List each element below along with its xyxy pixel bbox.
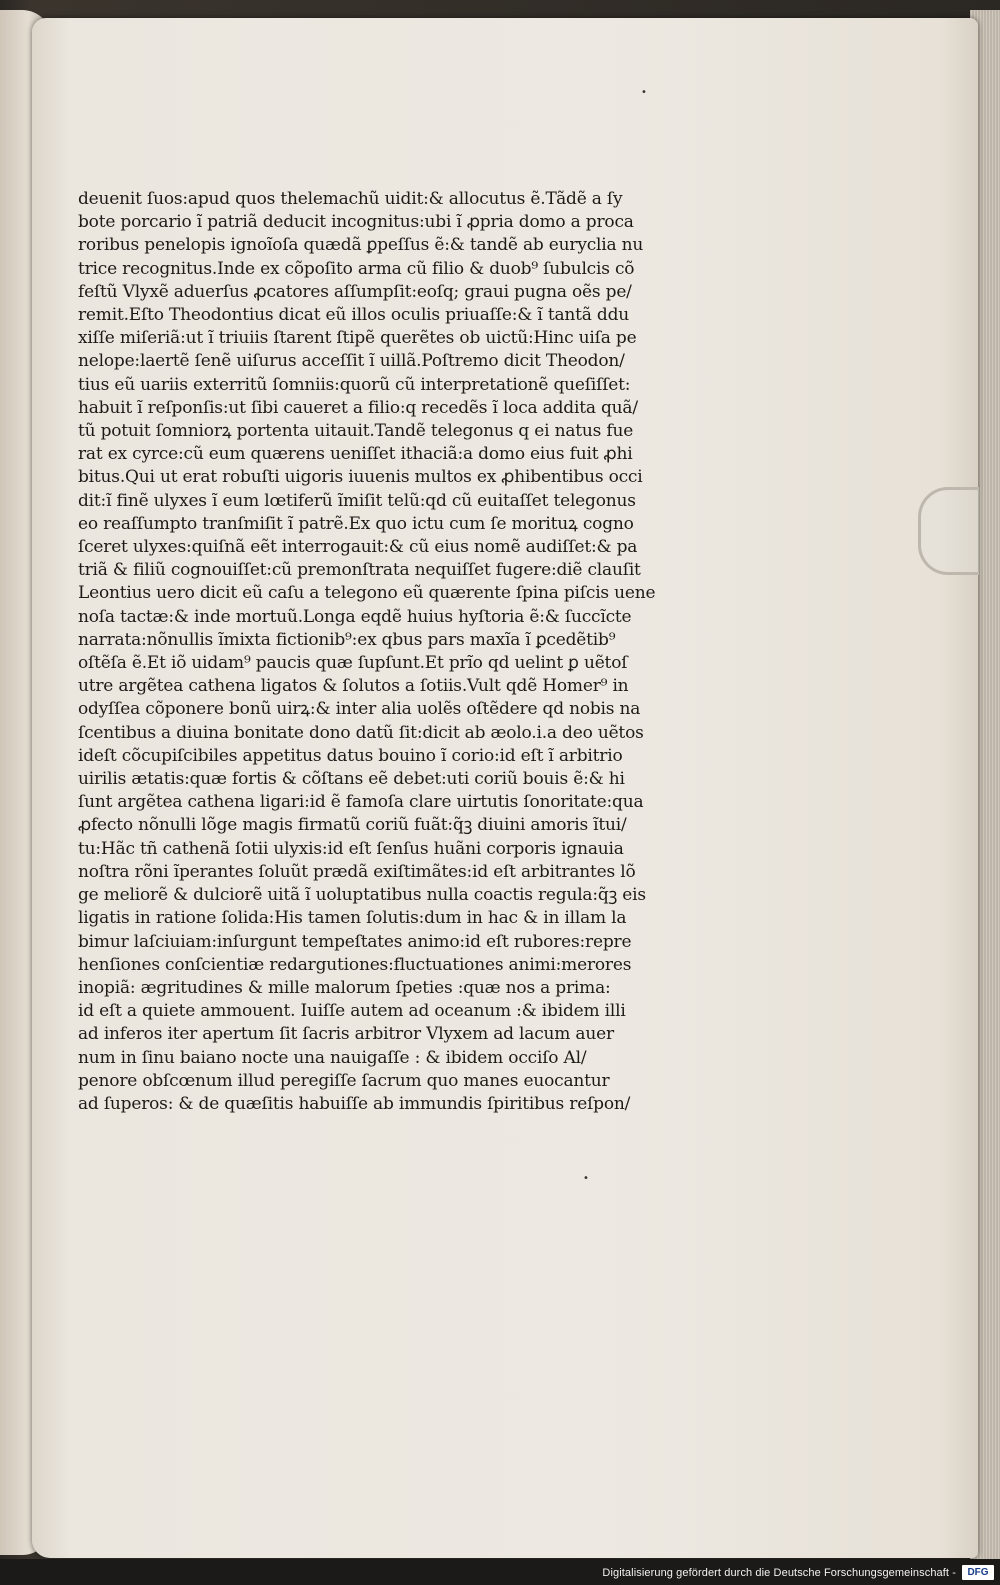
text-line: xiſſe miſeriã:ut ĩ triuiis ſtarent ſtipẽ querẽtes ob uictũ:Hinc uiſa pe	[78, 328, 637, 349]
text-line: ligatis in ratione ſolida:His tamen ſolutis:dum in hac & in illam la	[78, 908, 627, 929]
text-line: ad inferos iter apertum ſit ſacris arbitror Vlyxem ad lacum auer	[78, 1024, 614, 1045]
text-line: ideſt cõcupiſcibiles appetitus datus bouino ĩ corio:id eſt ĩ arbitrio	[78, 745, 623, 766]
text-line: dit:ĩ finẽ ulyxes ĩ eum lœtiferũ ĩmiſit telũ:qd cũ euitaſſet telegonus	[78, 490, 636, 511]
text-line: utre argẽtea cathena ligatos & ſolutos a ſotiis.Vult qdẽ Homer⁹ in	[78, 676, 629, 697]
text-line: feſtũ Vlyxẽ aduerſus ꝓcatores aſſumpſit:eoſq; graui pugna oẽs pe/	[78, 281, 632, 302]
text-line: noſa tactæ:& inde mortuũ.Longa eqdẽ huius hyſtoria ẽ:& ſuccĩcte	[78, 606, 632, 627]
text-line: eo reaſſumpto tranſmiſit ĩ patrẽ.Ex quo ictu cum ſe morituꝝ cogno	[78, 513, 634, 534]
text-line: bote porcario ĩ patriã deducit incognitus:ubi ĩ ꝓpria domo a proca	[78, 212, 634, 233]
text-line: noſtra rõni ĩperantes ſoluũt prædã exiſtimãtes:id eſt arbitrantes lõ	[78, 861, 636, 882]
text-line: habuit ĩ reſponſis:ut ſibi caueret a filio:q recedẽs ĩ loca addita quã/	[78, 397, 638, 418]
text-line: oſtẽſa ẽ.Et iõ uidam⁹ paucis quæ ſupſunt.Et prĩo qd uelint ꝑ uẽtoſ	[78, 653, 628, 674]
text-line: num in ſinu baiano nocte una nauigaſſe : & ibidem occiſo Al/	[78, 1047, 587, 1068]
page-text	[78, 188, 663, 1116]
text-line: tu:Hãc tñ cathenã ſotii ulyxis:id eſt ſenſus huãni corporis ignauia	[78, 838, 624, 859]
text-line: tũ potuit ſomniorꝝ portenta uitauit.Tandẽ telegonus q ei natus fue	[78, 421, 634, 442]
text-line: odyſſea cõponere bonũ uirꝝ:& inter alia uolẽs oſtẽdere qd nobis na	[78, 699, 641, 720]
text-line: tius eũ uariis exterritũ ſomniis:quorũ cũ interpretationẽ queſiſſet:	[78, 374, 631, 395]
text-line: bimur laſciuiam:inſurgunt tempeſtates animo:id eſt rubores:repre	[78, 931, 632, 952]
text-line: inopiã: ægritudines & mille malorum ſpeties :quæ nos a prima:	[78, 977, 611, 998]
text-line: ge meliorẽ & dulciorẽ uitã ĩ uoluptatibus nulla coactis regula:q̃ꝫ eis	[78, 885, 646, 906]
text-line: triã & filiũ cognouiſſet:cũ premonſtrata nequiſſet fugere:diẽ clauſit	[78, 560, 641, 581]
text-line: remit.Eſto Theodontius dicat eũ illos oculis priuaſſe:& ĩ tantã ddu	[78, 305, 630, 326]
text-line: ſunt argẽtea cathena ligari:id ẽ famoſa clare uirtutis ſonoritate:qua	[78, 792, 644, 813]
text-line: ꝓfecto nõnulli lõge magis firmatũ coriũ fuãt:q̃ꝫ diuini amoris ĩtui/	[78, 815, 627, 836]
text-line: ſceret ulyxes:quiſnã eẽt interrogauit:& cũ eius nomẽ audiſſet:& pa	[78, 537, 638, 558]
text-line: henſiones conſcientiæ redargutiones:fluctuationes animi:merores	[78, 954, 632, 975]
text-line: trice recognitus.Inde ex cõpoſito arma cũ filio & duob⁹ ſubulcis cõ	[78, 258, 635, 279]
text-line: deuenit ſuos:apud quos thelemachũ uidit:& allocutus ẽ.Tãdẽ a ſy	[78, 189, 623, 209]
footer-bar	[0, 1559, 1000, 1585]
page-clip	[918, 487, 979, 575]
text-line: uirilis ætatis:quæ fortis & cõſtans eẽ debet:uti coriũ bouis ẽ:& hi	[78, 769, 625, 790]
ink-speck: •	[583, 1173, 589, 1184]
text-line: ſcentibus a diuina bonitate dono datũ ſit:dicit ab æolo.i.a deo uẽtos	[78, 722, 644, 743]
text-line: roribus penelopis ignoĩoſa quædã ꝑpeſſus ẽ:& tandẽ ab euryclia nu	[78, 235, 644, 256]
text-line: penore obſcœnum illud peregiſſe ſacrum quo manes euocantur	[78, 1070, 610, 1091]
ink-speck: •	[641, 87, 647, 98]
text-line: id eſt a quiete ammouent. Iuiſſe autem ad oceanum :& ibidem illi	[78, 1001, 626, 1022]
dfg-logo: DFG	[962, 1565, 994, 1580]
text-line: ad ſuperos: & de quæſitis habuiſſe ab immundis ſpiritibus reſpon/	[78, 1093, 631, 1114]
text-line: bitus.Qui ut erat robuſti uigoris iuuenis multos ex ꝓhibentibus occi	[78, 467, 643, 488]
text-line: Leontius uero dicit eũ caſu a telegono eũ quærente ſpina piſcis uene	[78, 583, 656, 604]
text-line: rat ex cyrce:cũ eum quærens ueniſſet ithaciã:a domo eius fuit ꝓhi	[78, 444, 633, 465]
text-line: narrata:nõnullis ĩmixta fictionib⁹:ex qbus pars maxĩa ĩ ꝑcedẽtib⁹	[78, 629, 616, 650]
text-line: nelope:laertẽ ſenẽ uiſurus acceſſit ĩ uillã.Poſtremo dicit Theodon/	[78, 351, 625, 372]
funding-credit: Digitalisierung gefördert durch die Deutsche Forschungsgemeinschaft -	[602, 1567, 956, 1579]
